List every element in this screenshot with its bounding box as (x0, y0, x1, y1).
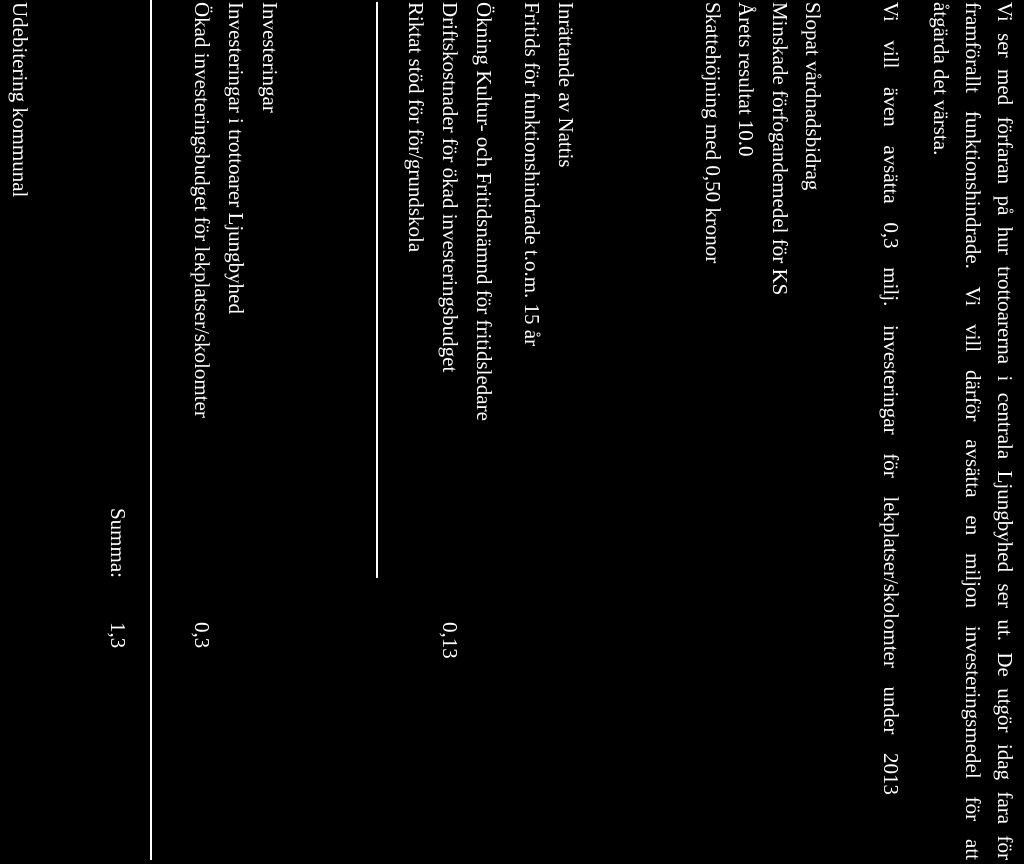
investment-item-value: 0,3 (190, 622, 214, 649)
operating-item-label: Driftskostnader för ökad investeringsbudget (438, 2, 462, 373)
operating-item-value: 0,13 (438, 622, 462, 659)
intro-line-2: framförallt funktionshindrade. Vi vill därför avsätta en miljon investeringsmedel för att (961, 2, 985, 860)
financing-item: Slopat vårdnadsbidrag (801, 2, 825, 191)
trailing-line: Udebitering kommunal (8, 2, 32, 198)
financing-item: Skattehöjning med 0,50 kronor (701, 2, 725, 264)
financing-item: Årets resultat 10.0 (734, 2, 758, 157)
operating-item-label: Riktat stöd för för/grundskola (404, 2, 428, 253)
operating-item-label: Ökning Kultur- och Fritidsnämnd för fritidsledare (472, 2, 496, 421)
intro-line-3: åtgärda det värsta. (929, 2, 953, 156)
playground-note: Vi vill även avsätta 0,3 milj. investeringar för lekplatser/skolomter under 2013 (879, 2, 903, 795)
operating-item-label: Fritids för funktionshindrade t.o.m. 15 år (520, 2, 544, 347)
total-label: Summa: (106, 508, 130, 579)
operating-item-label: Inrättande av Nattis (554, 2, 578, 168)
investment-item-label: Investeringar i trottoarer Ljungbyhed (224, 2, 248, 314)
total-value: 1,3 (106, 622, 130, 649)
intro-line-1: Vi ser med förfaran på hur trottoarerna i centrala Ljungbyhed ser ut. De utgör idag fara för (993, 2, 1017, 860)
investments-heading: Investeringar (258, 2, 282, 113)
financing-item: Minskade förfogandemedel för KS (768, 2, 792, 296)
total-divider (150, 0, 152, 860)
section-divider (376, 2, 378, 578)
investment-item-label: Ökad investeringsbudget för lekplatser/skolomter (190, 2, 214, 418)
